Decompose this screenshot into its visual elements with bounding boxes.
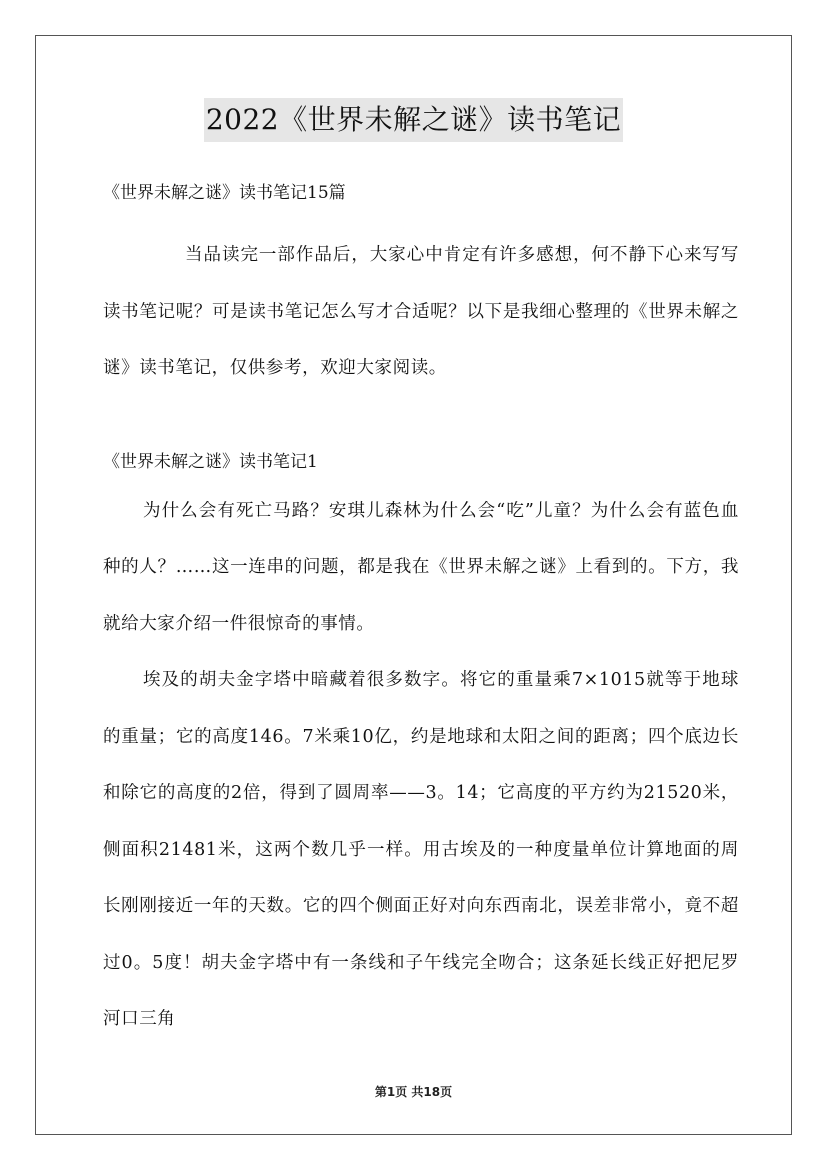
document-title: 2022《世界未解之谜》读书笔记 xyxy=(204,98,623,142)
section-heading: 《世界未解之谜》读书笔记1 xyxy=(103,451,318,472)
document-subtitle: 《世界未解之谜》读书笔记15篇 xyxy=(103,183,346,203)
body-paragraph-2: 埃及的胡夫金字塔中暗藏着很多数字。将它的重量乘7×1015就等于地球的重量；它的高度146。7米乘10亿，约是地球和太阳之间的距离；四个底边长和除它的高度的2倍，得到了圆周率——3。14；它高度的平方约为21520米，侧面积21481米，这两个数几乎一样。用古埃及的一种度量单位计算地面的周长刚刚接近一年的天数。它的四个侧面正好对向东西南北，误差非常小，竟不超过0。5度！胡夫金字塔中有一条线和子午线完全吻合；这条延长线正好把尼罗河口三角 xyxy=(103,670,739,1029)
document-title-block xyxy=(0,98,827,142)
page-number-label: 第1页 共18页 xyxy=(374,1085,453,1099)
page-footer xyxy=(0,1083,827,1100)
intro-paragraph: 当品读完一部作品后，大家心中肯定有许多感想，何不静下心来写写读书笔记呢？可是读书笔记怎么写才合适呢？以下是我细心整理的《世界未解之谜》读书笔记，仅供参考，欢迎大家阅读。 xyxy=(103,245,739,378)
document-body xyxy=(103,172,739,1048)
body-paragraph-1: 为什么会有死亡马路？安琪儿森林为什么会“吃”儿童？为什么会有蓝色血种的人？……这一连串的问题，都是我在《世界未解之谜》上看到的。下方，我就给大家介绍一件很惊奇的事情。 xyxy=(103,500,739,634)
